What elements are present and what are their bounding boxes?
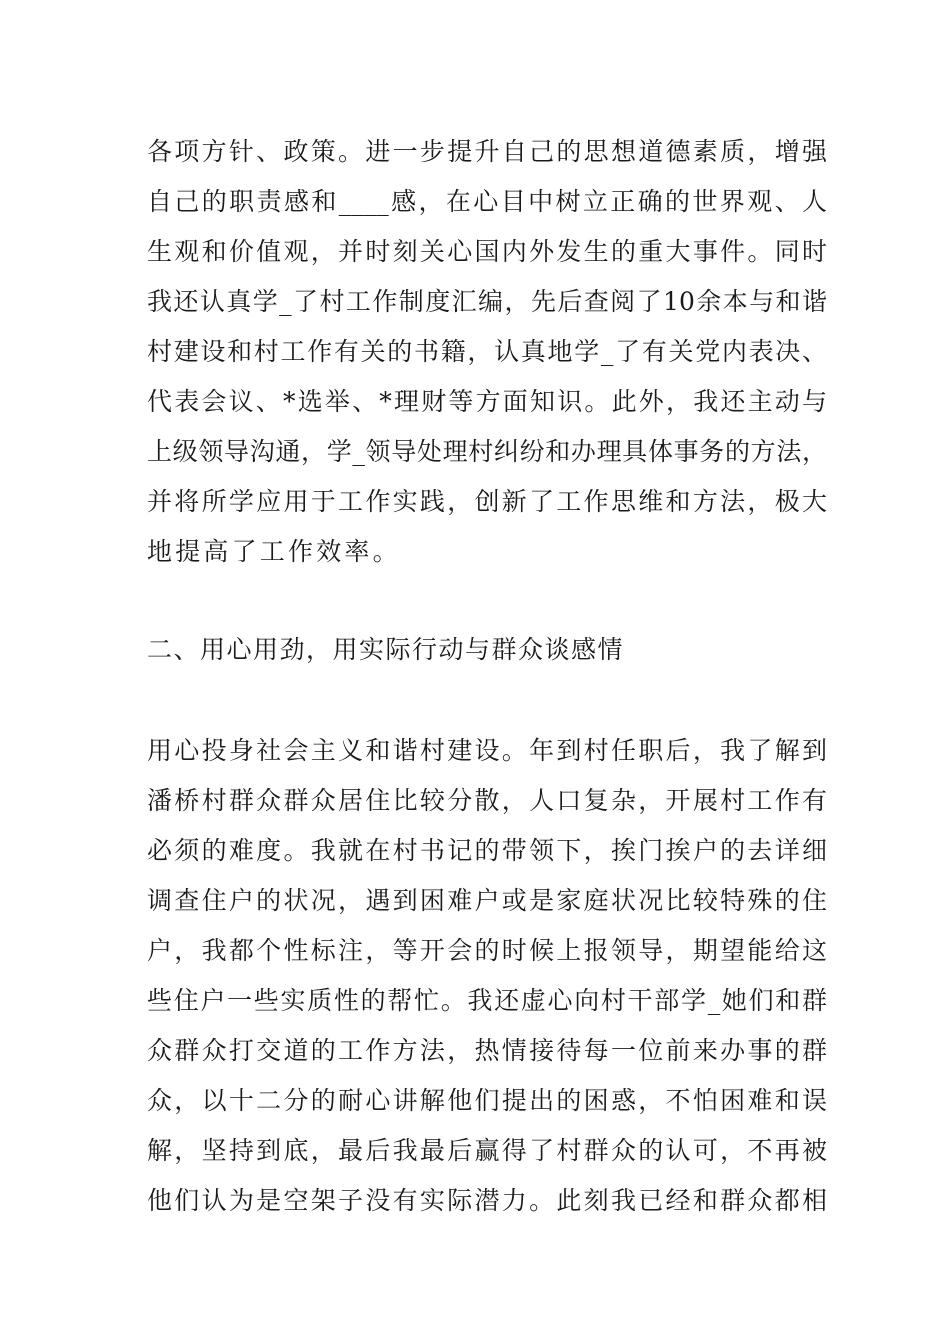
- paragraph-1-line-9: 地提高了工作效率。: [147, 537, 401, 566]
- paragraph-1-line-4: 我还认真学_了村工作制度汇编，先后查阅了10余本与和谐: [147, 287, 827, 316]
- paragraph-2-line-10: 他们认为是空架子没有实际潜力。此刻我已经和群众都相: [147, 1186, 827, 1215]
- paragraph-1-line-5: 村建设和村工作有关的书籍，认真地学_了有关党内表决、: [147, 337, 827, 366]
- paragraph-2-line-8: 众，以十二分的耐心讲解他们提出的困惑，不怕困难和误: [147, 1086, 827, 1115]
- paragraph-2-line-3: 必须的难度。我就在村书记的带领下，挨门挨户的去详细: [147, 836, 827, 865]
- paragraph-2-line-5: 户，我都个性标注，等开会的时候上报领导，期望能给这: [147, 936, 827, 965]
- paragraph-1-line-1: 各项方针、政策。进一步提升自己的思想道德素质，增强: [147, 137, 827, 166]
- paragraph-1-line-2: 自己的职责感和____感，在心目中树立正确的世界观、人: [147, 187, 827, 216]
- paragraph-1-line-3: 生观和价值观，并时刻关心国内外发生的重大事件。同时: [147, 237, 827, 266]
- section-heading: 二、用心用劲，用实际行动与群众谈感情: [147, 635, 625, 664]
- paragraph-2-line-7: 众群众打交道的工作方法，热情接待每一位前来办事的群: [147, 1036, 827, 1065]
- paragraph-1-line-8: 并将所学应用于工作实践，创新了工作思维和方法，极大: [147, 487, 827, 516]
- paragraph-1-line-7: 上级领导沟通，学_领导处理村纠纷和办理具体事务的方法，: [147, 437, 827, 466]
- paragraph-2-line-2: 潘桥村群众群众居住比较分散，人口复杂，开展村工作有: [147, 786, 827, 815]
- paragraph-2-line-6: 些住户一些实质性的帮忙。我还虚心向村干部学_她们和群: [147, 986, 827, 1015]
- paragraph-2-line-4: 调查住户的状况，遇到困难户或是家庭状况比较特殊的住: [147, 886, 827, 915]
- paragraph-2-line-9: 解，坚持到底，最后我最后赢得了村群众的认可，不再被: [147, 1136, 827, 1165]
- paragraph-2-line-1: 用心投身社会主义和谐村建设。年到村任职后，我了解到: [147, 736, 827, 765]
- paragraph-1-line-6: 代表会议、*选举、*理财等方面知识。此外，我还主动与: [147, 387, 827, 416]
